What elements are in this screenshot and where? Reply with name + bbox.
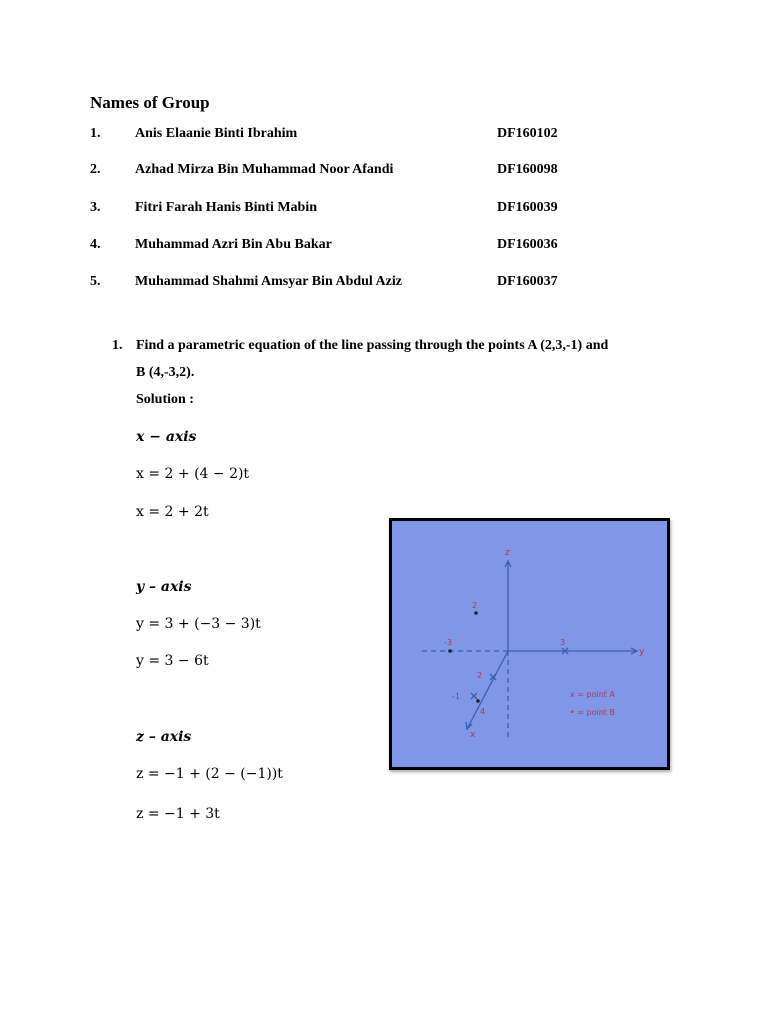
x-equation-1: x = 2 + (4 − 2)t	[136, 466, 250, 482]
member-id: DF160098	[497, 162, 558, 177]
tick-label: 2	[472, 601, 478, 610]
x-axis-line	[467, 651, 508, 729]
point-b-dot-z	[474, 611, 478, 615]
member-number: 4.	[90, 237, 101, 252]
y-equation-2: y = 3 − 6t	[136, 653, 209, 669]
z-equation-1: z = −1 + (2 − (−1))t	[136, 766, 283, 782]
z-equation-2: z = −1 + 3t	[136, 806, 220, 822]
group-title: Names of Group	[90, 93, 210, 112]
x-axis-label: x	[470, 730, 476, 740]
x-equation-2: x = 2 + 2t	[136, 504, 209, 520]
member-number: 2.	[90, 162, 101, 177]
question-number: 1.	[112, 338, 123, 353]
solution-label: Solution :	[136, 392, 194, 407]
member-id: DF160036	[497, 237, 558, 252]
member-number: 1.	[90, 126, 101, 141]
member-id: DF160037	[497, 274, 558, 289]
y-axis-label: y	[639, 647, 645, 657]
legend-point-b: • = point B	[570, 708, 615, 717]
z-axis-heading: z – axis	[136, 729, 192, 745]
z-axis-label: z	[505, 548, 510, 558]
member-id: DF160102	[497, 126, 558, 141]
question-text-line1: Find a parametric equation of the line passing through the points A (2,3,-1) and	[136, 338, 609, 353]
member-id: DF160039	[497, 200, 558, 215]
legend-point-a: x = point A	[570, 690, 615, 699]
question-text-line2: B (4,-3,2).	[136, 365, 195, 380]
tick-label: 4	[480, 707, 486, 716]
member-name: Azhad Mirza Bin Muhammad Noor Afandi	[135, 162, 394, 177]
point-b-dot-x	[476, 699, 480, 703]
member-name: Anis Elaanie Binti Ibrahim	[135, 126, 298, 141]
y-axis-heading: y – axis	[136, 579, 192, 595]
tick-label: -1	[452, 692, 460, 701]
member-name: Muhammad Azri Bin Abu Bakar	[135, 237, 332, 252]
member-name: Fitri Farah Hanis Binti Mabin	[135, 200, 318, 215]
tick-label: 3	[560, 638, 566, 647]
tick-label: -3	[444, 638, 452, 647]
member-number: 5.	[90, 274, 101, 289]
member-name: Muhammad Shahmi Amsyar Bin Abdul Aziz	[135, 274, 402, 289]
tick-label: 2	[477, 671, 483, 680]
y-equation-1: y = 3 + (−3 − 3)t	[136, 616, 261, 632]
member-number: 3.	[90, 200, 101, 215]
axes-sketch	[392, 521, 667, 767]
x-axis-heading: x − axis	[136, 429, 197, 445]
sketch-photo	[389, 518, 670, 770]
point-b-dot-y	[448, 649, 452, 653]
